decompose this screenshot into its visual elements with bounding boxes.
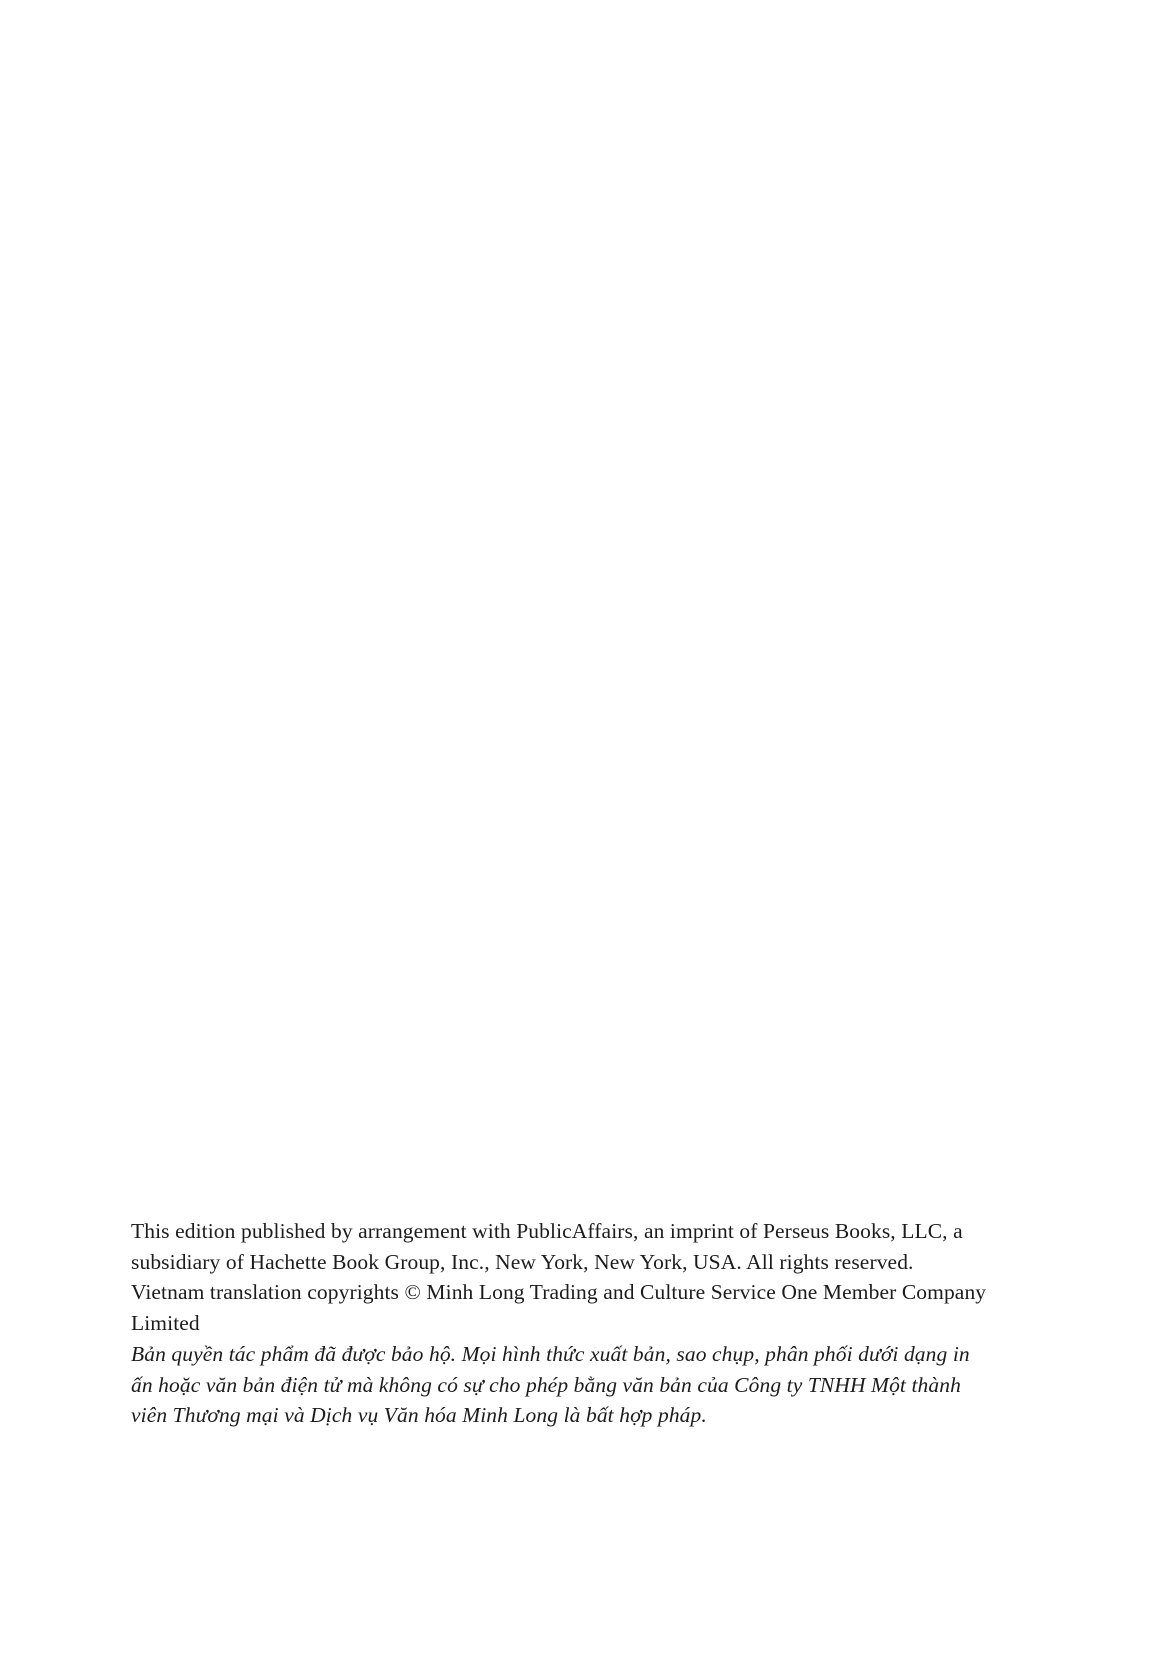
copyright-english-notice: This edition published by arrangement with PublicAffairs, an imprint of Perseus Books, LLC, a subsidiary of Hachette Book Group, Inc., New York, New York, USA. All rights reserved. Vietnam translation copyrights © Minh Long Trading and Culture Service One Member Company Limited [131, 1219, 987, 1335]
copyright-vietnamese-notice: Bản quyền tác phẩm đã được bảo hộ. Mọi hình thức xuất bản, sao chụp, phân phối dưới dạng in ấn hoặc văn bản điện tử mà không có sự cho phép bằng văn bản của Công ty TNHH Một thành viên Thương mại và Dịch vụ Văn hóa Minh Long là bất hợp pháp. [131, 1342, 970, 1427]
copyright-block [131, 1216, 991, 1431]
